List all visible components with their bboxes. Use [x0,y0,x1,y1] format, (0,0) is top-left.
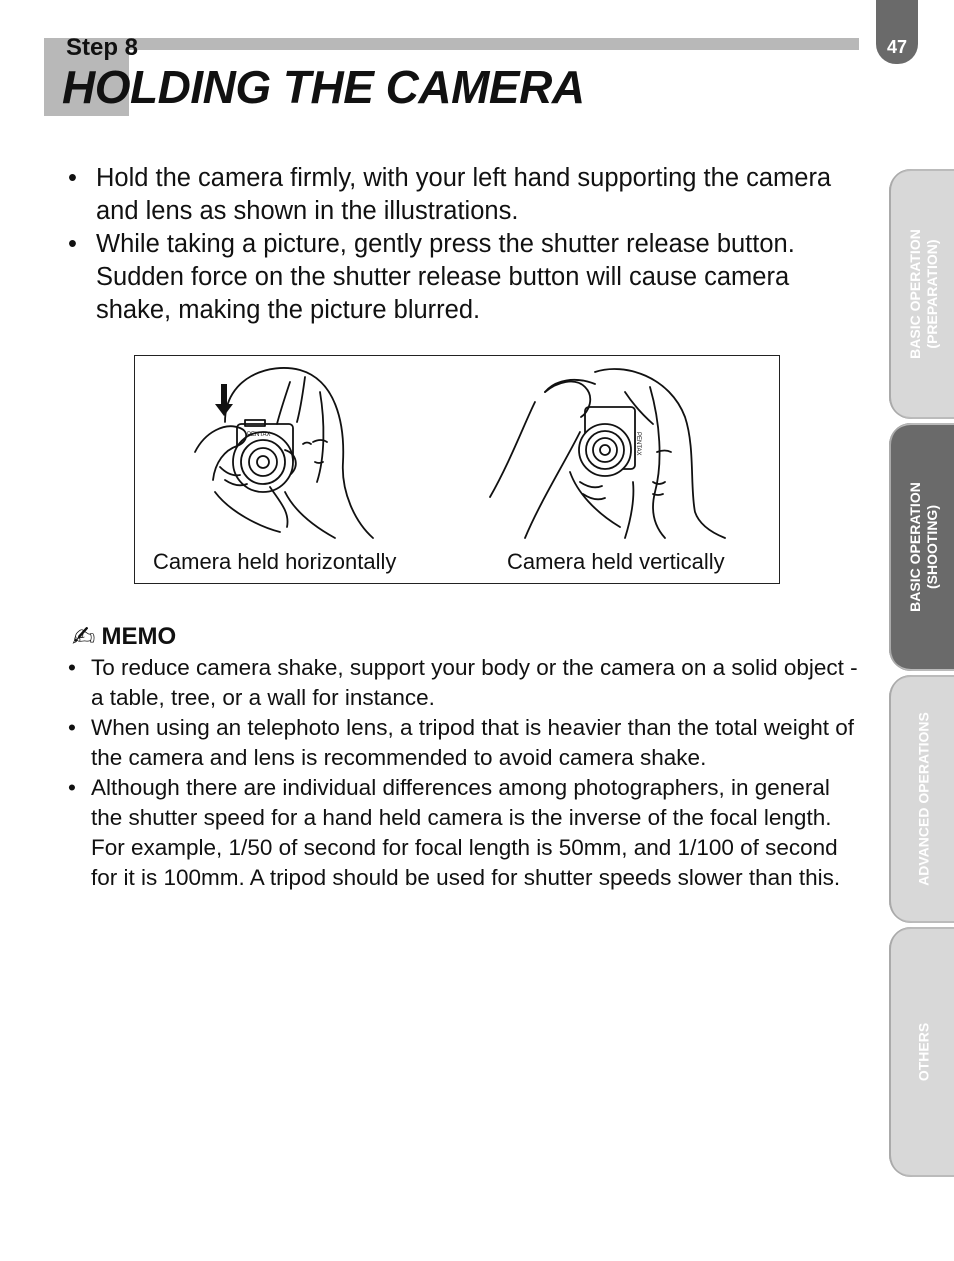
page-title: HOLDING THE CAMERA [62,61,585,113]
memo-list [68,653,858,893]
intro-item: • Hold the camera firmly, with your left hand supporting the camera and lens as shown in the illustrations. [68,162,858,228]
horizontal-hold-illustration [185,362,405,542]
caption-vertical: Camera held vertically [507,549,725,574]
caption-horizontal: Camera held horizontally [153,549,397,574]
arrow-down-icon [215,384,233,416]
illustration-box [134,355,780,584]
page-number: 47 [876,0,918,64]
side-tab-label: BASIC OPERATION (SHOOTING) [907,482,940,612]
side-tab-basic-preparation[interactable] [889,169,954,419]
memo-heading [72,620,176,653]
header-bar [129,38,859,50]
side-tab-basic-shooting[interactable] [889,423,954,671]
side-tab-label: BASIC OPERATION (PREPARATION) [907,229,940,359]
pencil-icon: ✍ [72,621,96,652]
memo-item: • When using an telephoto lens, a tripod that is heavier than the total weight of the camera and lens is recommended to avoid camera shake. [68,713,858,773]
side-tab-advanced-operations[interactable] [889,675,954,923]
memo-item: • Although there are individual differences among photographers, in general the shutter speed for a hand held camera is the inverse of the focal length. For example, 1/50 of second for focal length is 50mm, and 1/100 of second for it is 100mm. A tripod should be used for shutter speeds slower than this. [68,773,858,893]
intro-list [68,162,858,327]
intro-item: • While taking a picture, gently press the shutter release button. Sudden force on the shutter release button will cause camera shake, making the picture blurred. [68,228,858,327]
memo-item: • To reduce camera shake, support your body or the camera on a solid object - a table, tree, or a wall for instance. [68,653,858,713]
camera-brand: PENTAX [247,432,271,438]
side-tab-label: OTHERS [915,1022,932,1082]
side-tab-others[interactable] [889,927,954,1177]
camera-brand: PENTAX [635,432,641,456]
memo-label: MEMO [101,622,177,650]
step-label: Step 8 [66,34,139,61]
vertical-hold-illustration [485,362,755,542]
side-tab-label: ADVANCED OPERATIONS [915,712,932,886]
